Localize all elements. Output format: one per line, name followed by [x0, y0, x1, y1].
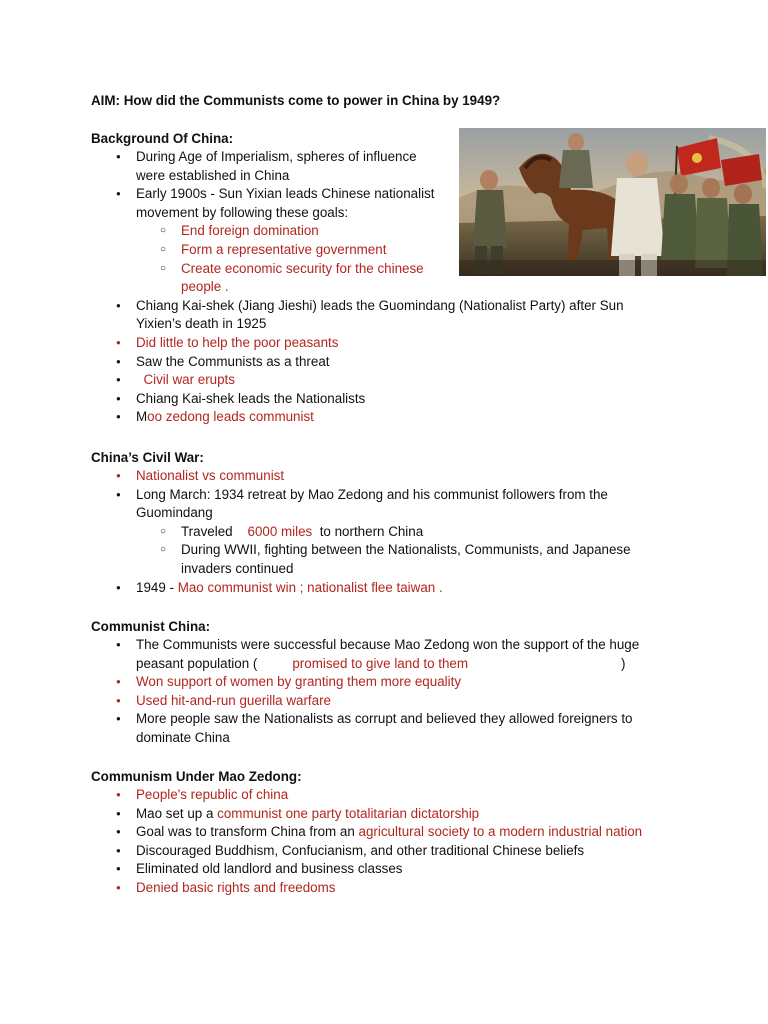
item-text: Chiang Kai-shek leads the Nationalists: [136, 390, 366, 406]
list-item: [91, 823, 691, 842]
bullet-list: [91, 636, 691, 748]
item-text: Discouraged Buddhism, Confucianism, and other traditional Chinese beliefs: [136, 842, 585, 858]
item-text: Traveled: [181, 523, 237, 539]
item-text-cont: Yixien’s death in 1925: [136, 316, 267, 332]
list-item: [91, 692, 691, 711]
item-text-prefix: 1949 -: [136, 579, 178, 595]
aim-title: AIM: How did the Communists come to power in China by 1949?: [91, 93, 501, 108]
item-text-cont: Guomindang: [136, 505, 213, 521]
list-item: [91, 842, 691, 861]
item-answer: agricultural society to a modern industrial nation: [358, 824, 643, 840]
list-item: [91, 486, 691, 523]
item-text: Chiang Kai-shek (Jiang Jieshi) leads the Guomindang (Nationalist Party) after Sun: [136, 297, 624, 313]
item-text: Create economic security for the chinese: [181, 260, 424, 276]
list-item: [91, 673, 691, 692]
item-text: Saw the Communists as a threat: [136, 353, 330, 369]
sub-list-item: [91, 260, 691, 297]
bullet-list: [91, 467, 691, 597]
item-answer: Mao communist win ; nationalist flee taiwan .: [177, 579, 443, 595]
item-text: Eliminated old landlord and business classes: [136, 861, 403, 877]
item-answer: promised to give land to them: [292, 655, 469, 671]
sub-list-item: [91, 222, 691, 241]
item-text: The Communists were successful because Mao Zedong won the support of the huge: [136, 637, 640, 652]
item-text: Nationalist vs communist: [136, 468, 285, 483]
list-item: [91, 467, 691, 486]
item-text: Won support of women by granting them more equality: [136, 674, 462, 690]
item-text: to northern China: [312, 523, 424, 539]
list-item: [91, 148, 691, 185]
section-communist-china: [91, 617, 691, 748]
item-text-cont: invaders continued: [181, 560, 294, 576]
list-item: [91, 353, 691, 372]
list-item: [91, 371, 691, 390]
item-text: Civil war erupts: [136, 372, 235, 388]
item-text: Long March: 1934 retreat by Mao Zedong and his communist followers from the: [136, 486, 608, 502]
item-text: Denied basic rights and freedoms: [136, 879, 336, 895]
section-heading: Communist China:: [91, 619, 211, 634]
section-mao-communism: [91, 767, 691, 898]
item-text-cont: movement by following these goals:: [136, 204, 349, 220]
item-text: Form a representative government: [181, 241, 387, 257]
sub-list-item: [91, 523, 691, 542]
list-item: [91, 805, 691, 824]
item-text: Early 1900s - Sun Yixian leads Chinese nationalist: [136, 186, 435, 202]
bullet-list: [91, 148, 691, 427]
item-text-prefix: M: [136, 409, 148, 425]
item-text: During Age of Imperialism, spheres of influence: [136, 149, 417, 164]
item-text: oo zedong leads communist: [147, 409, 314, 425]
item-text: ): [621, 655, 626, 671]
sub-list-item: [91, 541, 691, 578]
item-text: Used hit-and-run guerilla warfare: [136, 692, 332, 708]
list-item: [91, 860, 691, 879]
item-text-cont: dominate China: [136, 729, 230, 745]
item-text: Did little to help the poor peasants: [136, 334, 339, 350]
item-text-cont: were established in China: [136, 167, 290, 183]
item-answer: communist one party totalitarian dictatorship: [217, 805, 480, 821]
section-heading: Background Of China:: [91, 131, 234, 146]
list-item: [91, 786, 691, 805]
item-text-prefix: Mao set up a: [136, 805, 218, 821]
list-item: [91, 408, 691, 427]
item-text-prefix: Goal was to transform China from an: [136, 824, 359, 840]
section-background: [91, 129, 691, 427]
section-heading: Communism Under Mao Zedong:: [91, 769, 302, 784]
item-answer: 6000 miles: [247, 523, 313, 539]
section-civil-war: [91, 448, 691, 597]
item-text-cont: people .: [181, 279, 229, 295]
list-item: [91, 579, 691, 598]
section-heading: China’s Civil War:: [91, 450, 204, 465]
item-text: More people saw the Nationalists as corrupt and believed they allowed foreigners to: [136, 711, 633, 727]
item-text: People's republic of china: [136, 787, 289, 802]
list-item: [91, 185, 691, 222]
list-item: [91, 334, 691, 353]
list-item: [91, 297, 691, 334]
bullet-list: [91, 786, 691, 898]
item-text-cont: peasant population (: [136, 655, 258, 671]
list-item: [91, 879, 691, 898]
list-item: [91, 636, 691, 673]
item-text: End foreign domination: [181, 223, 319, 239]
sub-list-item: [91, 241, 691, 260]
list-item: [91, 710, 691, 747]
item-text: During WWII, fighting between the Nationalists, Communists, and Japanese: [181, 542, 631, 558]
list-item: [91, 390, 691, 409]
